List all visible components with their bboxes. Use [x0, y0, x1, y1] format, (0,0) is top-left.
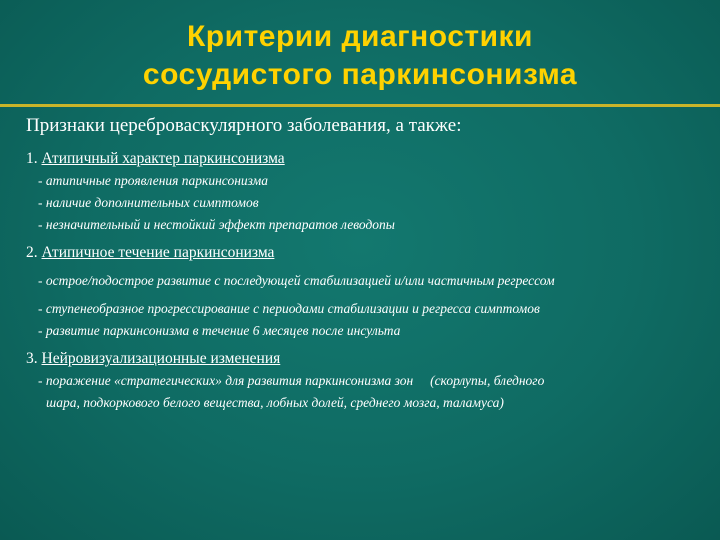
criteria-list	[26, 370, 706, 414]
title-line-1: Критерии диагностики	[187, 20, 533, 53]
criteria-list	[26, 270, 706, 342]
title-divider	[0, 104, 720, 107]
criteria-item: - поражение «стратегических» для развития паркинсонизма зон (скорлупы, бледного	[38, 373, 545, 388]
criteria-item: - развитие паркинсонизма в течение 6 месяцев после инсульта	[38, 323, 401, 338]
criteria-item: - незначительный и нестойкий эффект препаратов леводопы	[38, 217, 395, 232]
criteria-item: - атипичные проявления паркинсонизма	[38, 173, 268, 188]
criteria-section-2	[26, 242, 706, 342]
section-heading-text: Нейровизуализационные изменения	[41, 350, 281, 367]
criteria-item: - острое/подострое развитие с последующей стабилизацией и/или частичным регрессом	[38, 273, 555, 288]
section-heading-text: Атипичный характер паркинсонизма	[41, 150, 285, 167]
criteria-item-continuation: шара, подкоркового белого вещества, лобных долей, среднего мозга, таламуса)	[46, 395, 504, 410]
intro-text: Признаки цереброваскулярного заболевания, а также:	[26, 115, 462, 136]
section-number: 1.	[26, 150, 38, 167]
section-number: 3.	[26, 350, 38, 367]
section-heading	[26, 148, 706, 170]
slide-content	[26, 114, 706, 420]
section-heading	[26, 242, 706, 264]
criteria-section-1	[26, 148, 706, 236]
section-number: 2.	[26, 244, 38, 261]
title-line-2: сосудистого паркинсонизма	[142, 58, 578, 91]
section-heading	[26, 348, 706, 370]
slide-title	[0, 18, 720, 94]
criteria-item: - ступенеобразное прогрессирование с периодами стабилизации и регресса симптомов	[38, 301, 540, 316]
section-heading-text: Атипичное течение паркинсонизма	[41, 244, 275, 261]
criteria-section-3	[26, 348, 706, 414]
criteria-list	[26, 170, 706, 236]
criteria-item: - наличие дополнительных симптомов	[38, 195, 259, 210]
